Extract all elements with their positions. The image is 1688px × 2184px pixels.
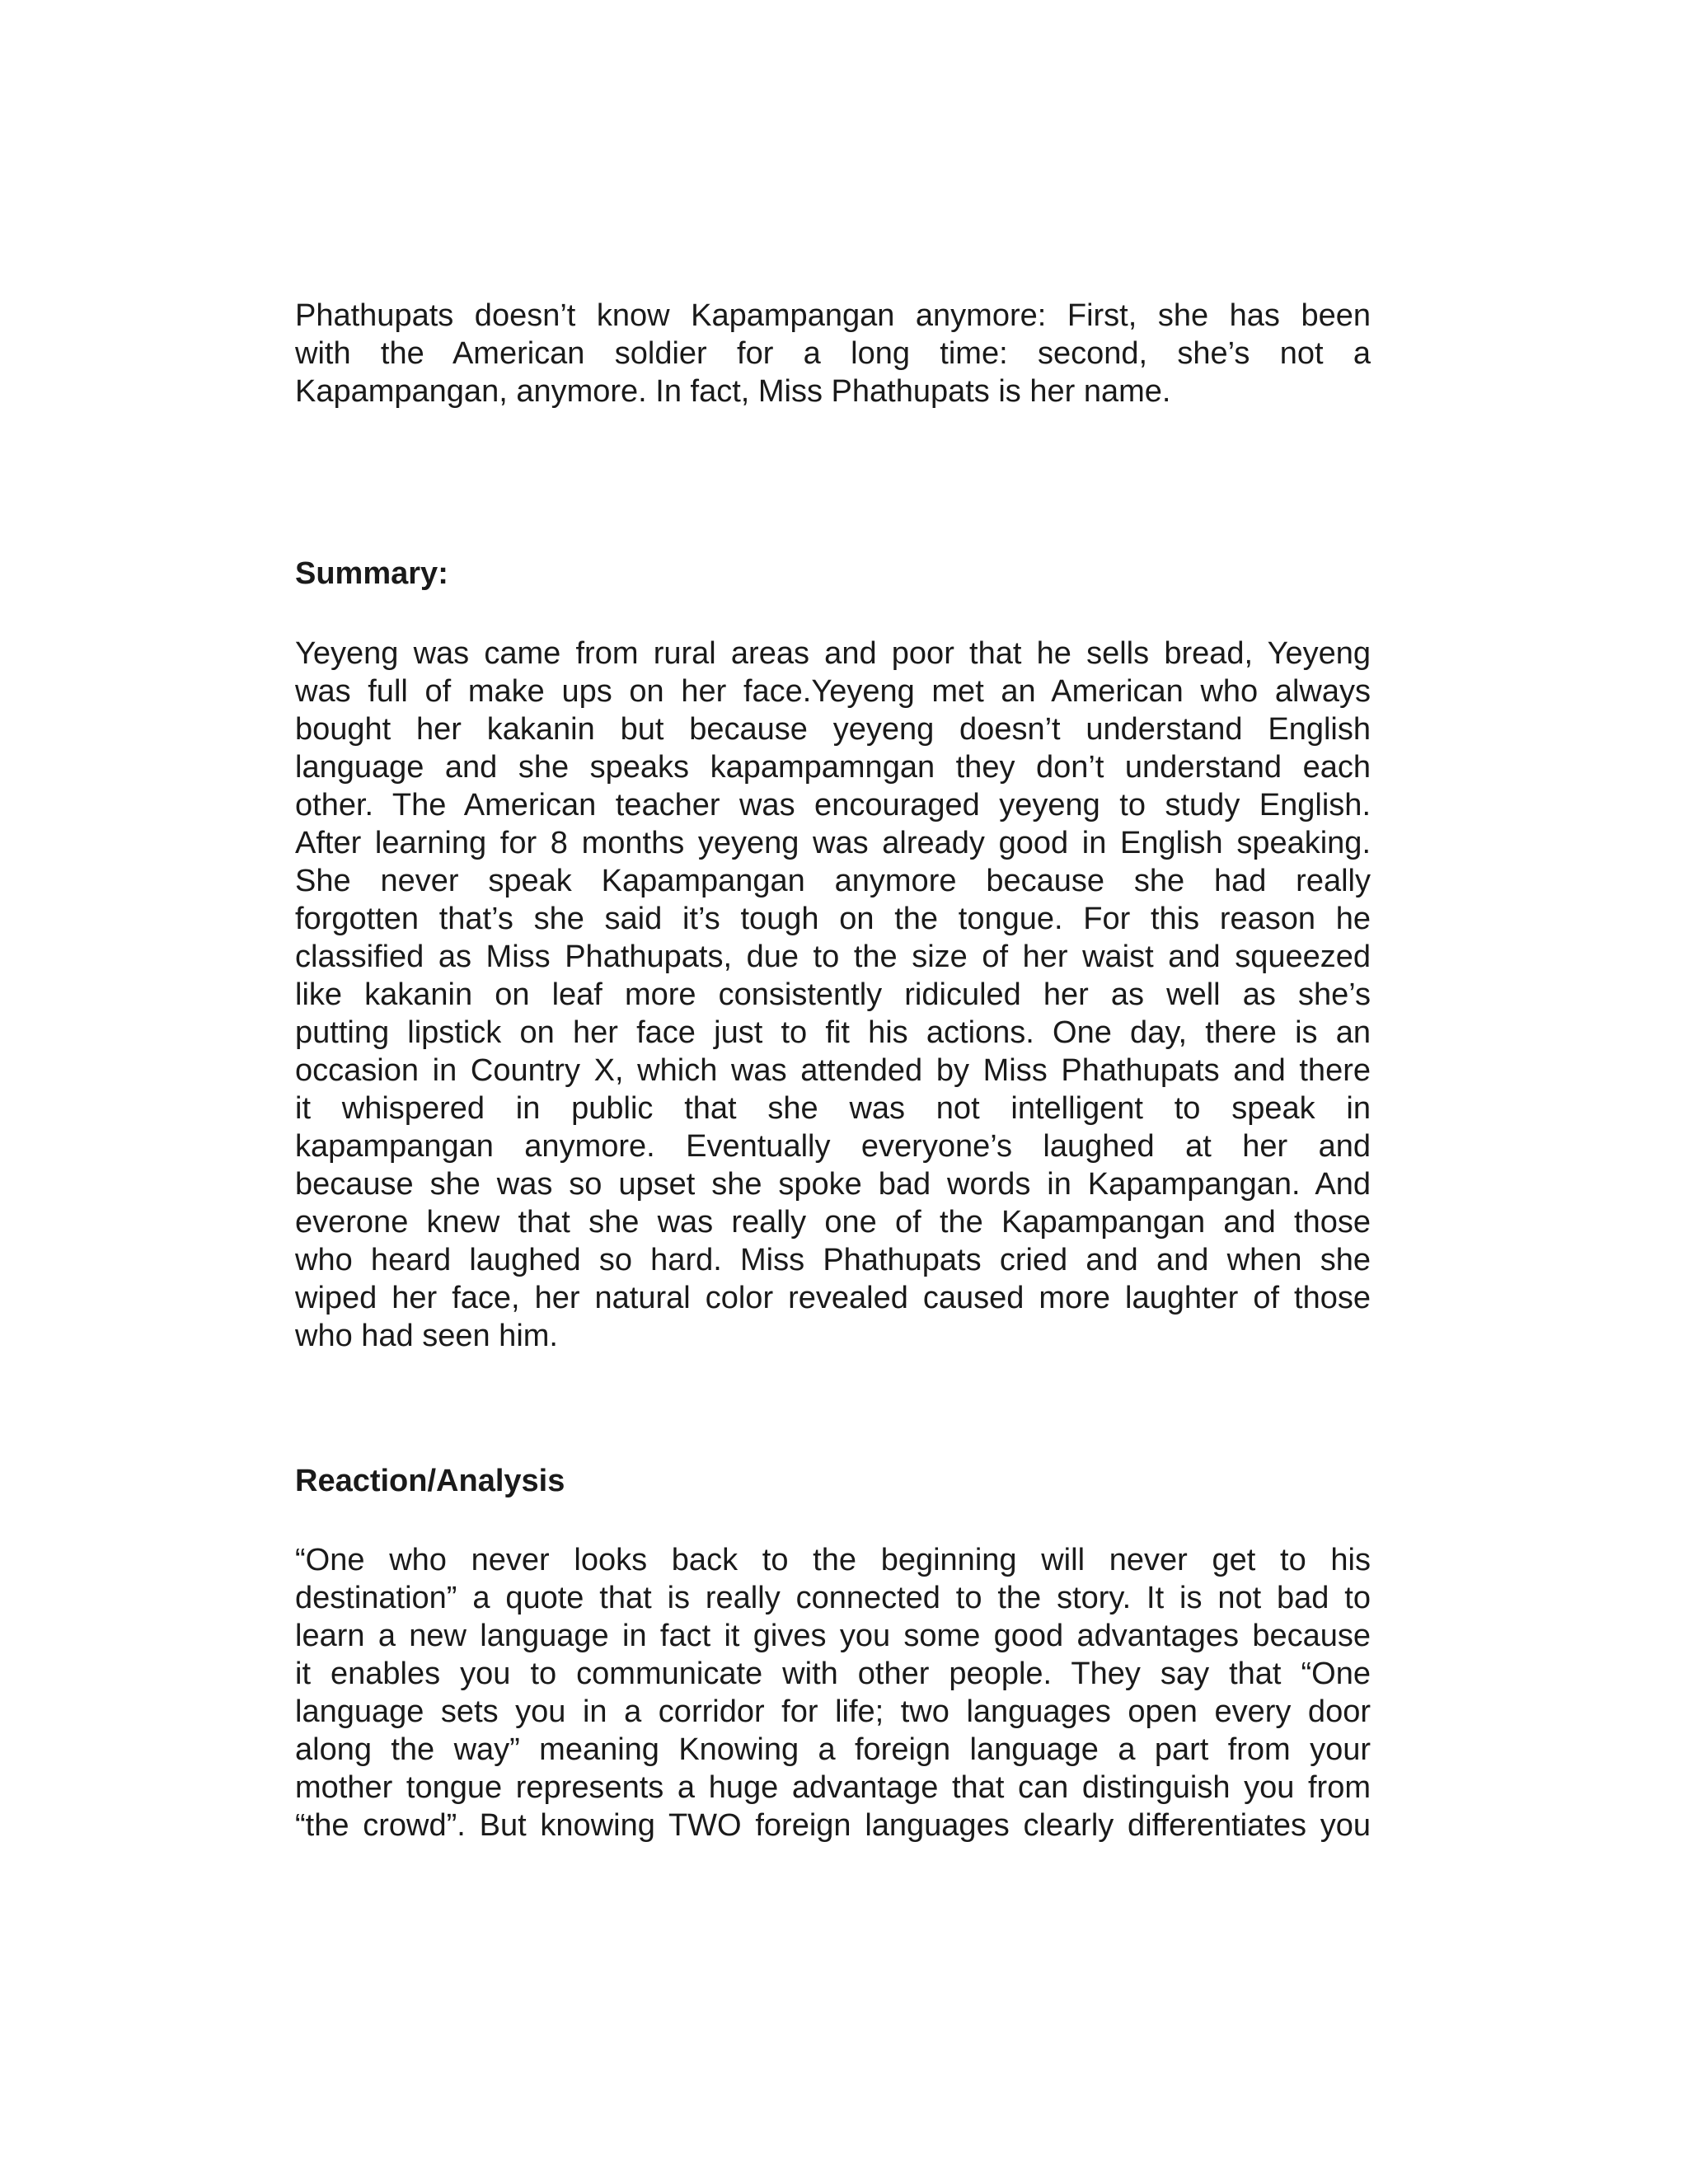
text-line: mother tongue represents a huge advantage that can distinguish you from xyxy=(295,1770,1371,1805)
text-line: along the way” meaning Knowing a foreign language a part from your xyxy=(295,1732,1371,1767)
text-line: bought her kakanin but because yeyeng doesn’t understand English xyxy=(295,712,1371,747)
text-line: learn a new language in fact it gives you some good advantages because xyxy=(295,1619,1371,1653)
text-line: After learning for 8 months yeyeng was already good in English speaking. xyxy=(295,826,1371,860)
text-line: it enables you to communicate with other people. They say that “One xyxy=(295,1657,1371,1691)
text-line: forgotten that’s she said it’s tough on the tongue. For this reason he xyxy=(295,902,1371,936)
summary-heading: Summary: xyxy=(295,556,448,591)
text-line: Phathupats doesn’t know Kapampangan anymore: First, she has been xyxy=(295,298,1371,333)
text-line: classified as Miss Phathupats, due to the size of her waist and squeezed xyxy=(295,940,1371,974)
text-line: kapampangan anymore. Eventually everyone’s laughed at her and xyxy=(295,1129,1371,1164)
text-line: because she was so upset she spoke bad words in Kapampangan. And xyxy=(295,1167,1371,1202)
text-line: wiped her face, her natural color revealed caused more laughter of those xyxy=(295,1281,1371,1315)
text-line: She never speak Kapampangan anymore because she had really xyxy=(295,864,1371,898)
text-line: everone knew that she was really one of the Kapampangan and those xyxy=(295,1205,1371,1240)
text-line: who heard laughed so hard. Miss Phathupats cried and and when she xyxy=(295,1243,1371,1277)
text-line: it whispered in public that she was not intelligent to speak in xyxy=(295,1091,1371,1126)
text-line: Yeyeng was came from rural areas and poor that he sells bread, Yeyeng xyxy=(295,636,1371,671)
text-line: Kapampangan, anymore. In fact, Miss Phathupats is her name. xyxy=(295,374,1171,409)
text-line: “One who never looks back to the beginning will never get to his xyxy=(295,1543,1371,1577)
text-line: destination” a quote that is really connected to the story. It is not bad to xyxy=(295,1581,1371,1615)
text-line: other. The American teacher was encouraged yeyeng to study English. xyxy=(295,788,1371,823)
text-line: like kakanin on leaf more consistently ridiculed her as well as she’s xyxy=(295,977,1371,1012)
text-line: language and she speaks kapampamngan they don’t understand each xyxy=(295,750,1371,785)
text-line: who had seen him. xyxy=(295,1319,558,1353)
text-line: occasion in Country X, which was attended by Miss Phathupats and there xyxy=(295,1053,1371,1088)
summary-paragraph xyxy=(295,635,1371,1355)
reaction-analysis-heading: Reaction/Analysis xyxy=(295,1464,565,1498)
text-line: language sets you in a corridor for life; two languages open every door xyxy=(295,1694,1371,1729)
text-line: “the crowd”. But knowing TWO foreign languages clearly differentiates you xyxy=(295,1808,1371,1843)
text-line: putting lipstick on her face just to fit his actions. One day, there is an xyxy=(295,1015,1371,1050)
text-line: with the American soldier for a long time: second, she’s not a xyxy=(295,336,1371,371)
reaction-paragraph xyxy=(295,1541,1371,1844)
text-line: was full of make ups on her face.Yeyeng met an American who always xyxy=(295,674,1371,709)
intro-paragraph xyxy=(295,297,1371,410)
